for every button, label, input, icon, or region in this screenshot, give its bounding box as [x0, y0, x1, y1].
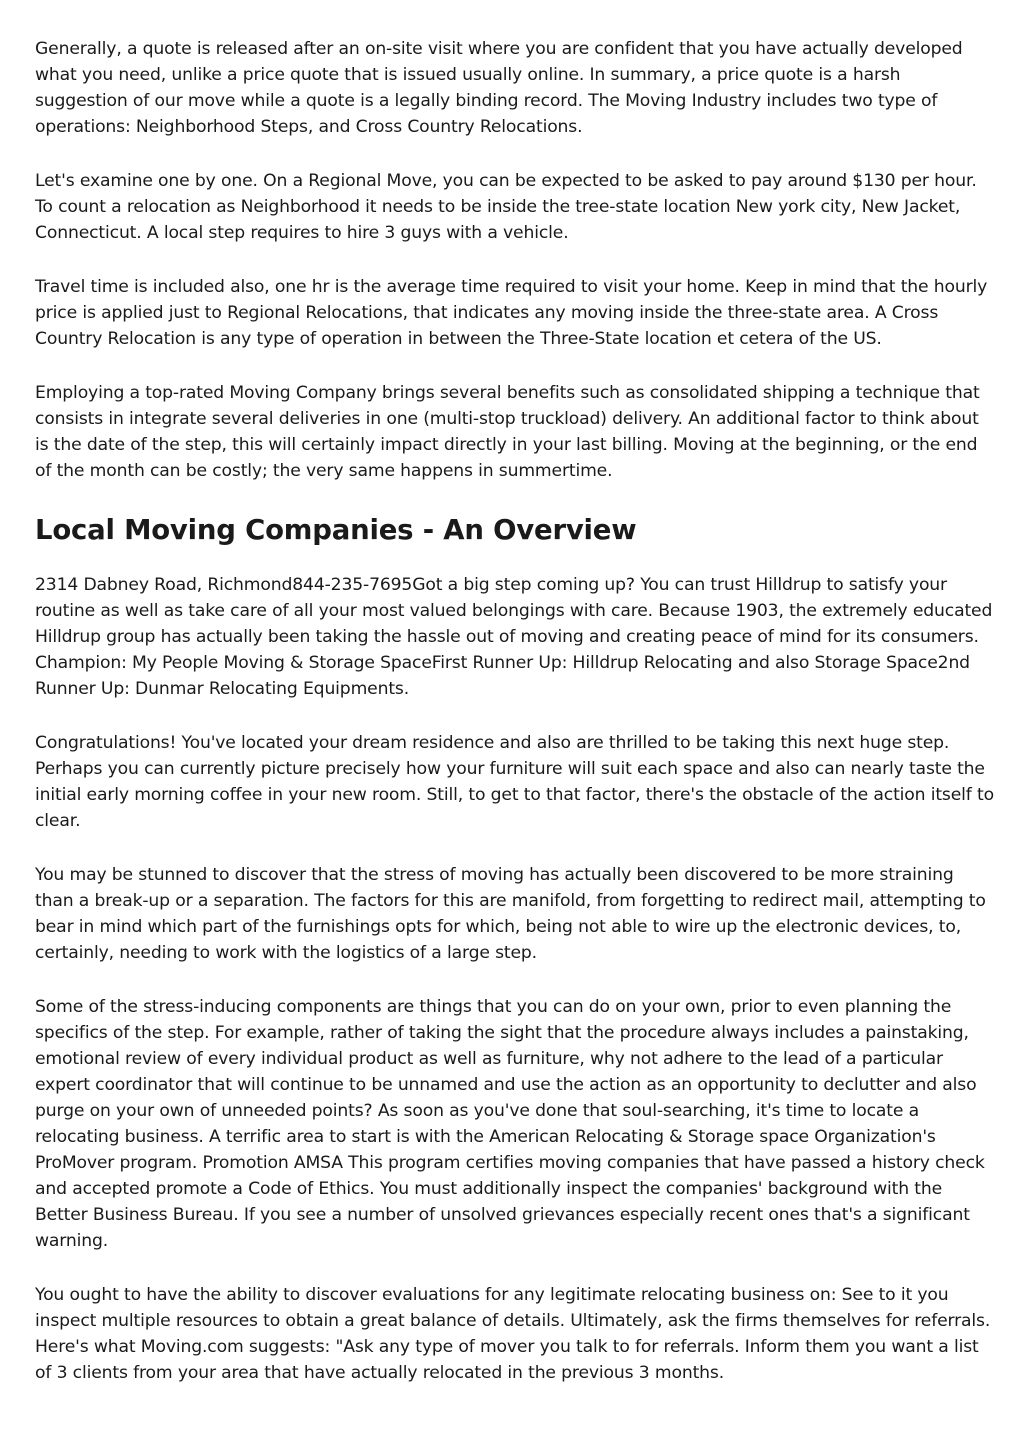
paragraph-hilldrup: 2314 Dabney Road, Richmond844-235-7695Got a big step coming up? You can trust Hilldrup to satisfy your routine as well as take care of all your most valued belongings with care. Because 1903, the extremely educated Hilldrup group has actually been taking the hassle out of moving and creating peace of mind for its consumers. Champion: My People Moving & Storage SpaceFirst Runner Up: Hilldrup Relocating and also Storage Space2nd Runner Up: Dunmar Relocating Equipments.: [35, 575, 993, 699]
paragraph-stress-inducing: Some of the stress-inducing components are things that you can do on your own, prior to even planning the specifics of the step. For example, rather of taking the sight that the procedure always includes a painstaking, emotional review of every individual product as well as furniture, why not adhere to the lead of a particular expert coordinator that will continue to be unnamed and use the action as an opportunity to declutter and also purge on your own of unneeded points? As soon as you've done that soul-searching, it's time to locate a relocating business. A terrific area to start is with the American Relocating & Storage space Organization's ProMover program. Promotion AMSA This program certifies moving companies that have passed a history check and accepted promote a Code of Ethics. You must additionally inspect the companies' background with the Better Business Bureau. If you see a number of unsolved grievances especially recent ones that's a significant warning.: [35, 997, 985, 1251]
section-heading: Local Moving Companies - An Overview: [35, 514, 637, 546]
paragraph-congratulations: Congratulations! You've located your dream residence and also are thrilled to be taking this next huge step. Perhaps you can currently picture precisely how your furniture will suit each space and also can nearly taste the initial early morning coffee in your new room. Still, to get to that factor, there's the obstacle of the action itself to clear.: [35, 733, 994, 831]
paragraph-top-rated-company: Employing a top-rated Moving Company brings several benefits such as consolidated shipping a technique that consists in integrate several deliveries in one (multi-stop truckload) delivery. An additional factor to think about is the date of the step, this will certainly impact directly in your last billing. Moving at the beginning, or the end of the month can be costly; the very same happens in summertime.: [35, 383, 980, 481]
paragraph-quote-vs-estimate: Generally, a quote is released after an on-site visit where you are confident that you have actually developed what you need, unlike a price quote that is issued usually online. In summary, a price quote is a harsh suggestion of our move while a quote is a legally binding record. The Moving Industry includes two type of operations: Neighborhood Steps, and Cross Country Relocations.: [35, 39, 963, 137]
paragraph-evaluations: You ought to have the ability to discover evaluations for any legitimate relocating business on: See to it you inspect multiple resources to obtain a great balance of details. Ultimately, ask the firms themselves for referrals. Here's what Moving.com suggests: "Ask any type of mover you talk to for referrals. Inform them you want a list of 3 clients from your area that have actually relocated in the previous 3 months.: [35, 1285, 991, 1383]
paragraph-regional-move: Let's examine one by one. On a Regional Move, you can be expected to be asked to pay around $130 per hour. To count a relocation as Neighborhood it needs to be inside the tree-state location New york city, New Jacket, Connecticut. A local step requires to hire 3 guys with a vehicle.: [35, 171, 977, 243]
document-page: [35, 36, 995, 1414]
paragraph-travel-time: Travel time is included also, one hr is the average time required to visit your home. Keep in mind that the hourly price is applied just to Regional Relocations, that indicates any moving inside the three-state area. A Cross Country Relocation is any type of operation in between the Three-State location et cetera of the US.: [35, 277, 988, 349]
paragraph-stress-of-moving: You may be stunned to discover that the stress of moving has actually been discovered to be more straining than a break-up or a separation. The factors for this are manifold, from forgetting to redirect mail, attempting to bear in mind which part of the furnishings opts for which, being not able to wire up the electronic devices, to, certainly, needing to work with the logistics of a large step.: [35, 865, 986, 963]
